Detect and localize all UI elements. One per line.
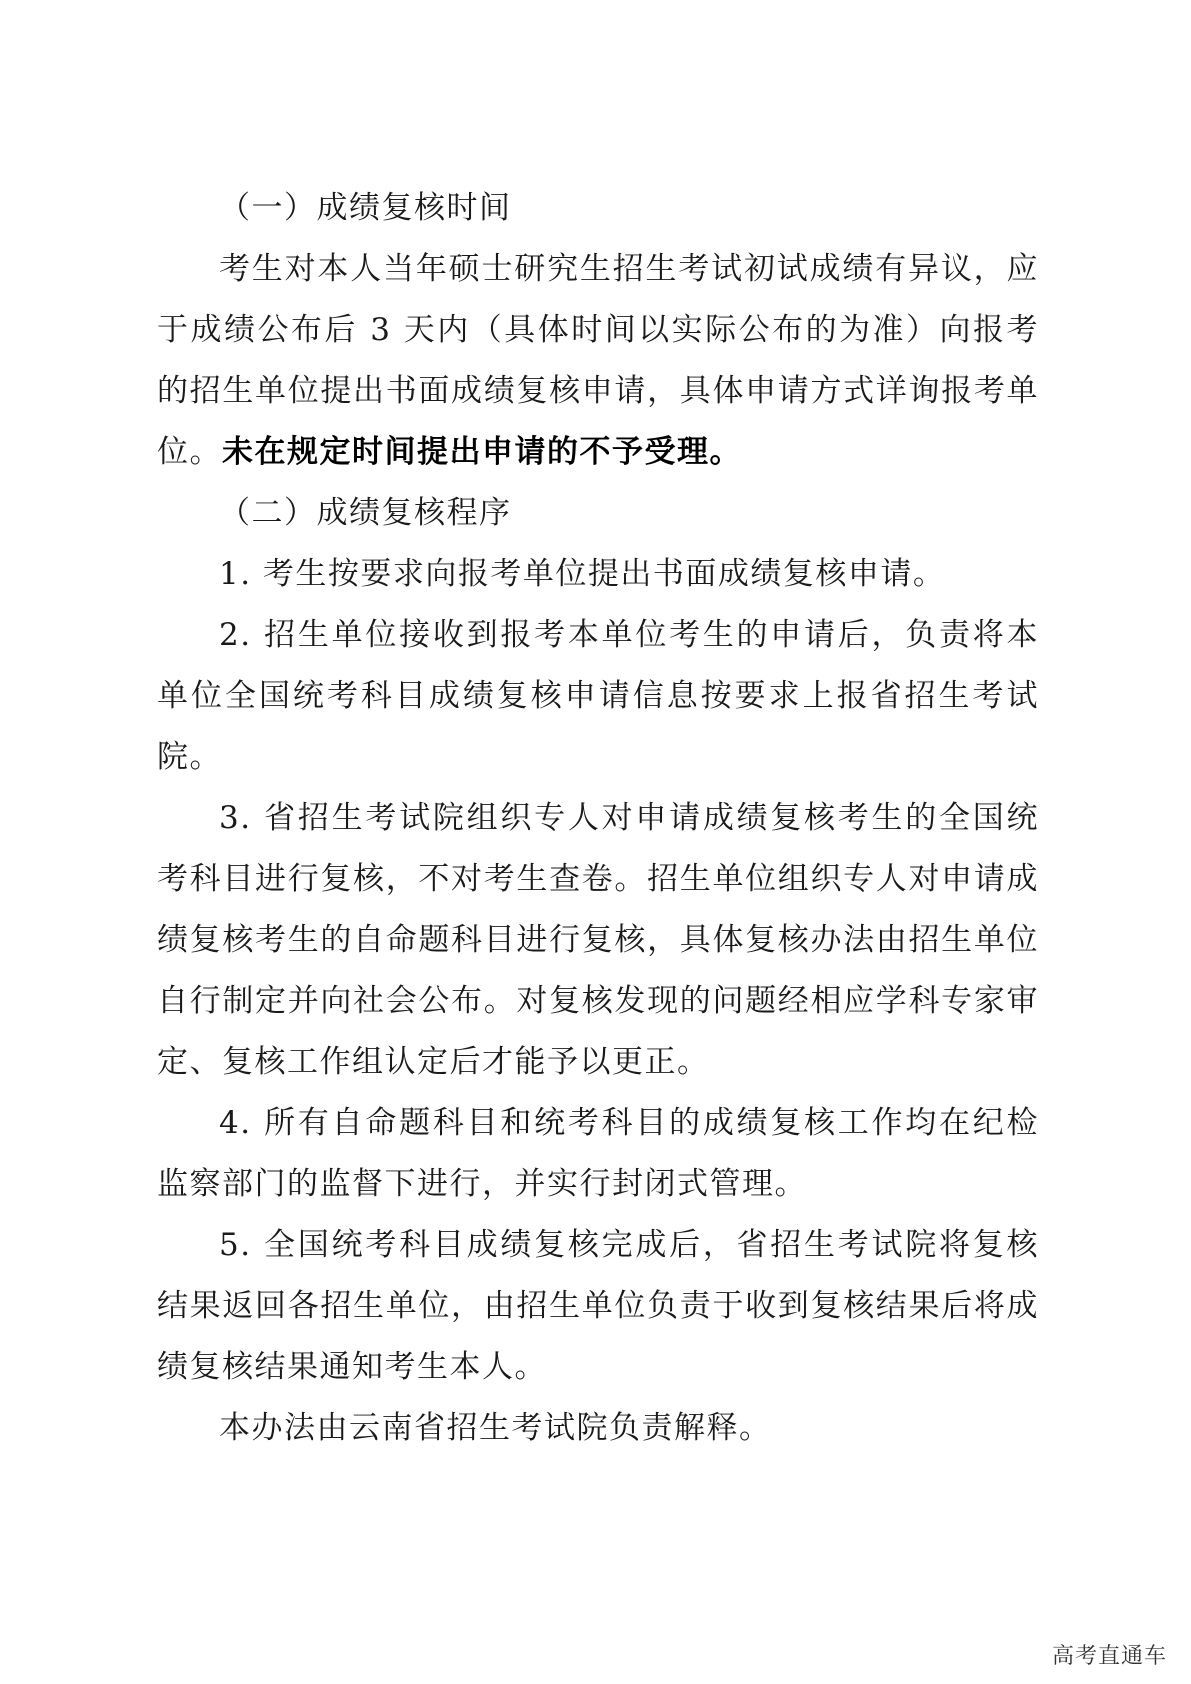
paragraph-review-time [157, 239, 1039, 483]
list-item-4: 4. 所有自命题科目和统考科目的成绩复核工作均在纪检监察部门的监督下进行，并实行封闭式管理。 [157, 1105, 1039, 1202]
section-heading-2: （二）成绩复核程序 [219, 495, 512, 531]
closing-statement: 本办法由云南省招生考试院负责解释。 [219, 1410, 772, 1446]
list-item-2: 2. 招生单位接收到报考本单位考生的申请后，负责将本单位全国统考科目成绩复核申请信息按要求上报省招生考试院。 [157, 617, 1039, 775]
list-item-1: 1. 考生按要求向报考单位提出书面成绩复核申请。 [219, 556, 946, 592]
paragraph-review-time-bold-note: 未在规定时间提出申请的不予受理。 [222, 434, 742, 470]
document-body [157, 178, 1039, 1459]
paragraph-review-time-text: 考生对本人当年硕士研究生招生考试初试成绩有异议，应于成绩公布后 3 天内（具体时间以实际公布的为准）向报考的招生单位提出书面成绩复核申请，具体申请方式详询报考单位。 [157, 251, 1039, 470]
watermark-text: 高考直通车 [1051, 1644, 1167, 1669]
list-item-5: 5. 全国统考科目成绩复核完成后，省招生考试院将复核结果返回各招生单位，由招生单位负责于收到复核结果后将成绩复核结果通知考生本人。 [157, 1227, 1039, 1385]
list-item-3: 3. 省招生考试院组织专人对申请成绩复核考生的全国统考科目进行复核，不对考生查卷。招生单位组织专人对申请成绩复核考生的自命题科目进行复核，具体复核办法由招生单位自行制定并向社会公布。对复核发现的问题经相应学科专家审定、复核工作组认定后才能予以更正。 [157, 800, 1039, 1080]
section-heading-1: （一）成绩复核时间 [219, 190, 512, 226]
